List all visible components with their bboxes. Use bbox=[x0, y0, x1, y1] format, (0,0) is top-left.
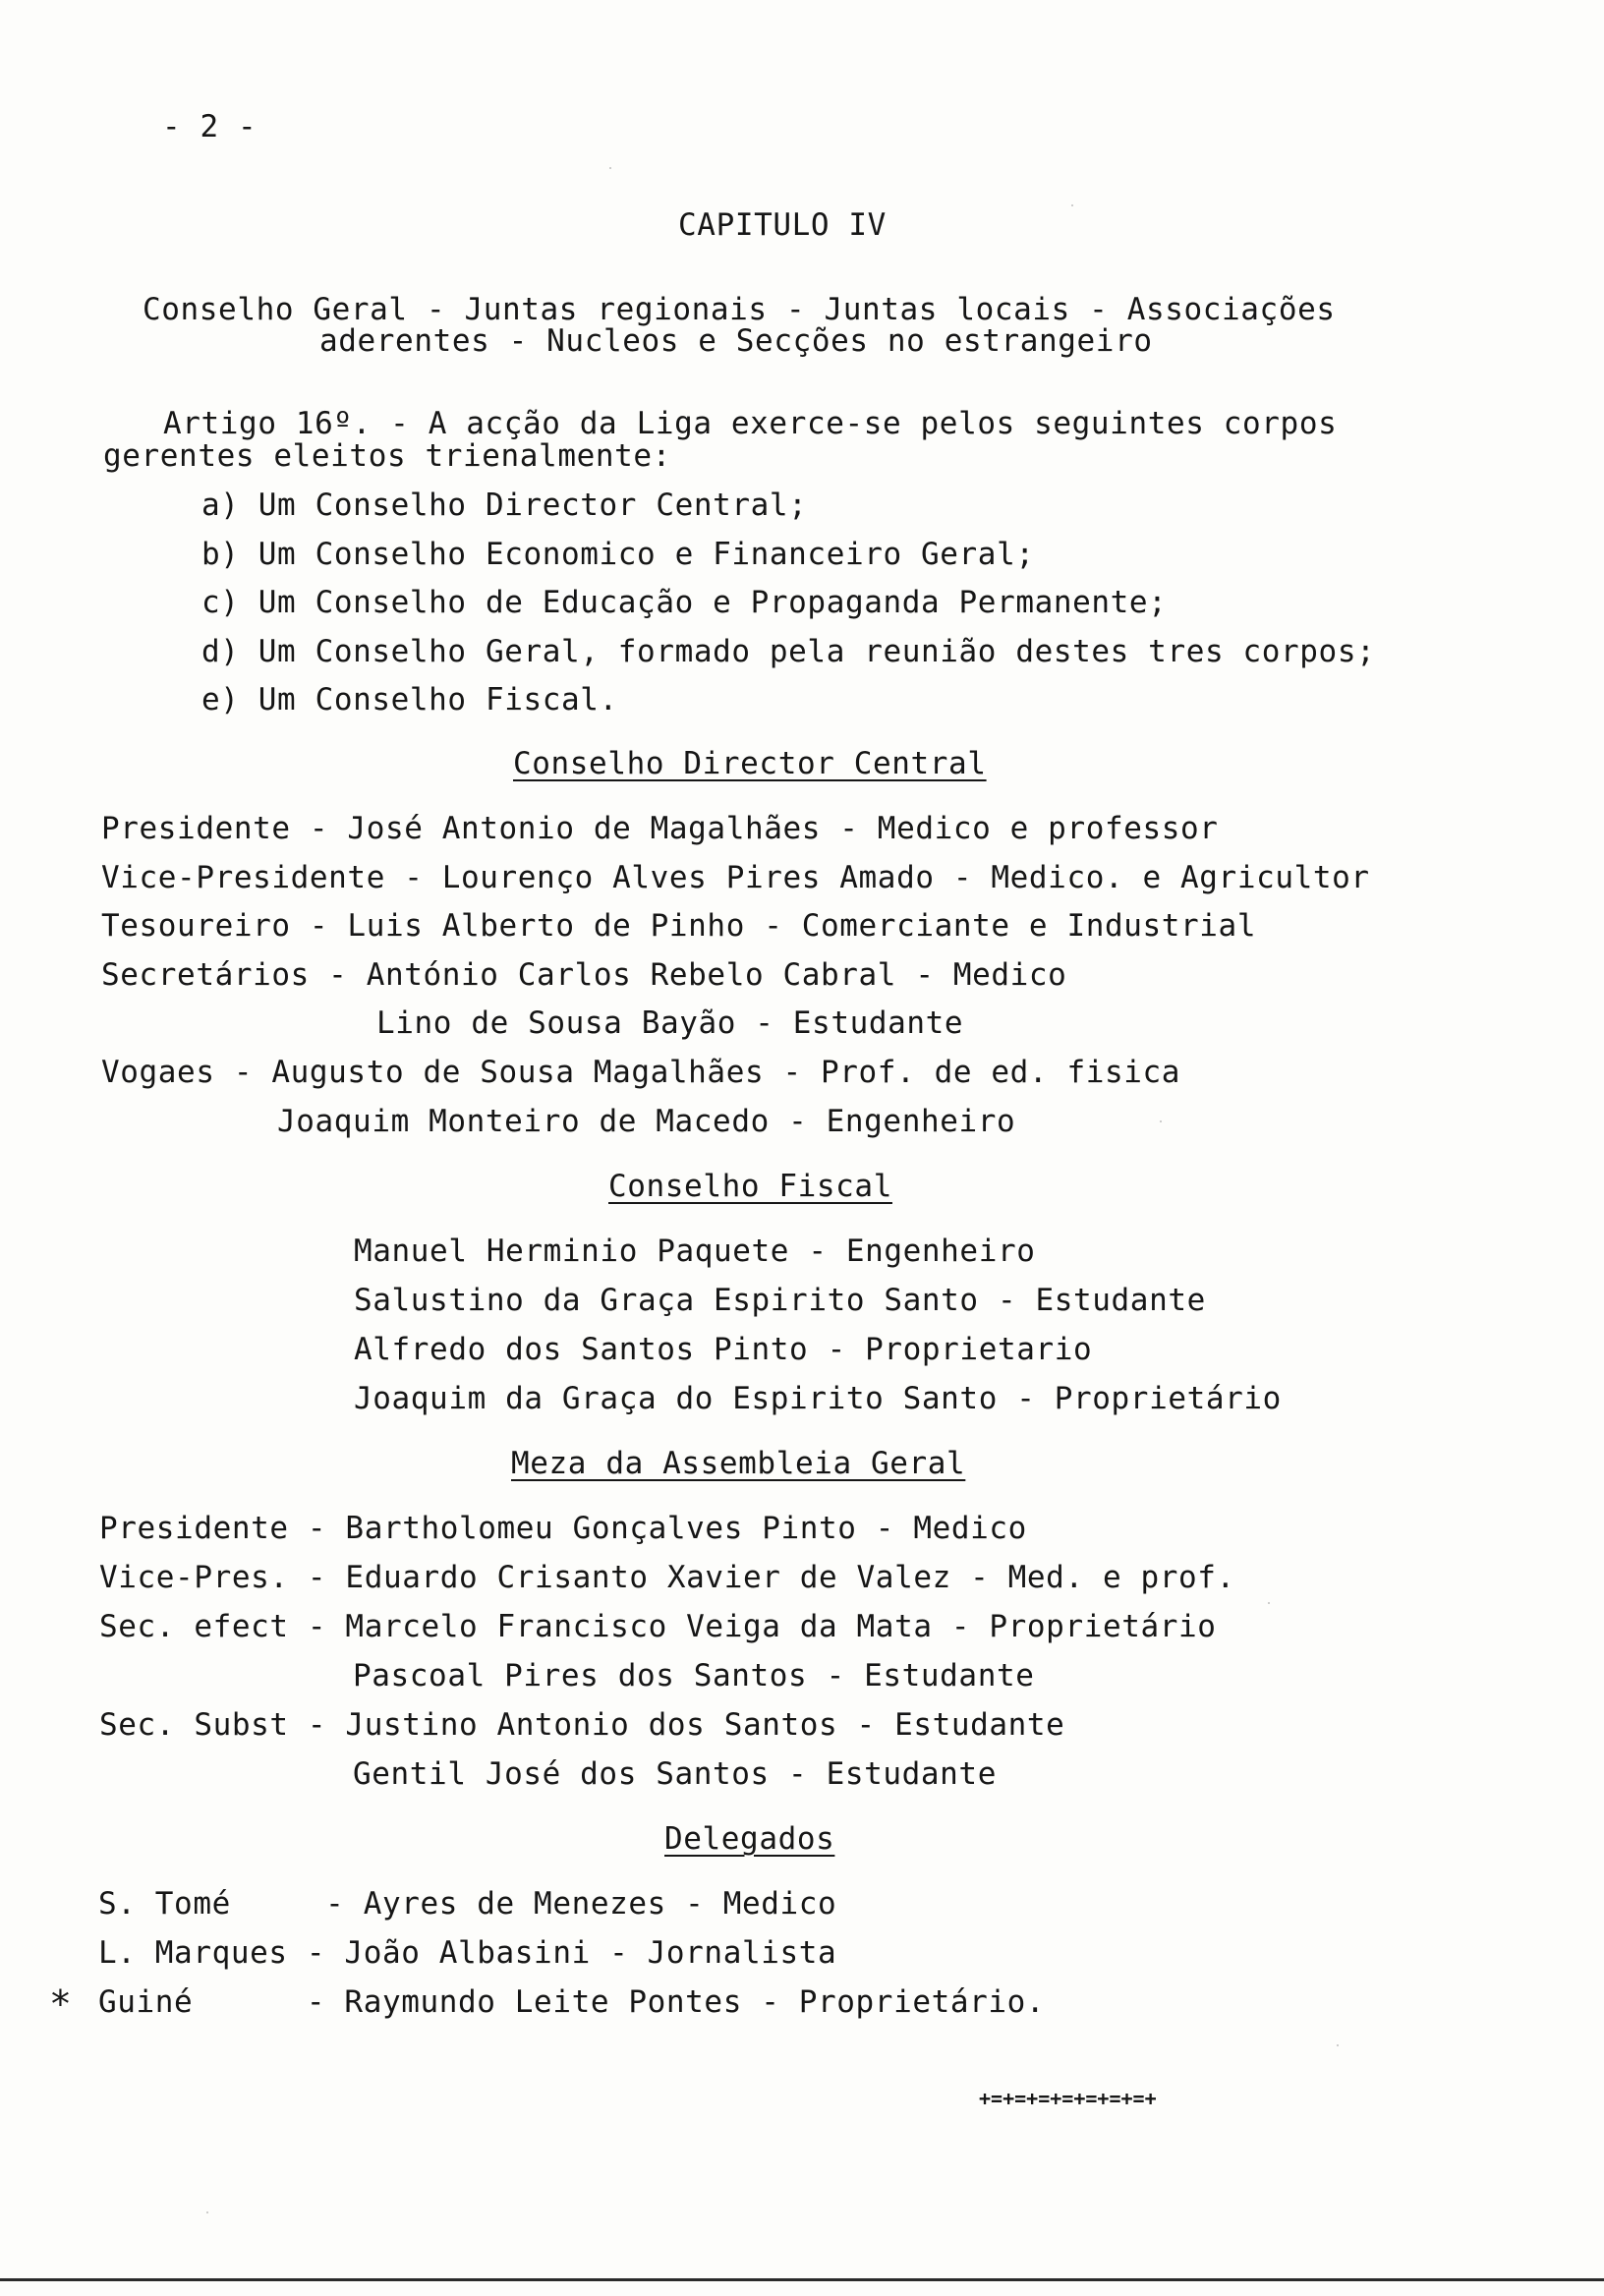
meza-line: Sec. efect - Marcelo Francisco Veiga da Mata - Proprietário bbox=[99, 1609, 1217, 1644]
subtitle-line-2: aderentes - Nucleos e Secções no estrangeiro bbox=[319, 323, 1153, 359]
scan-speck bbox=[206, 2211, 208, 2213]
page-bottom-rule bbox=[0, 2278, 1604, 2281]
page-number: - 2 - bbox=[162, 109, 258, 144]
list-item: b) Um Conselho Economico e Financeiro Geral; bbox=[201, 537, 1035, 572]
section-heading-delegados: Delegados bbox=[664, 1821, 835, 1857]
director-line: Tesoureiro - Luis Alberto de Pinho - Comerciante e Industrial bbox=[101, 908, 1257, 944]
fiscal-line: Salustino da Graça Espirito Santo - Estudante bbox=[354, 1283, 1206, 1318]
subtitle-line-1: Conselho Geral - Juntas regionais - Juntas locais - Associações bbox=[143, 292, 1336, 327]
meza-line: Vice-Pres. - Eduardo Crisanto Xavier de Valez - Med. e prof. bbox=[99, 1560, 1235, 1595]
director-line: Joaquim Monteiro de Macedo - Engenheiro bbox=[277, 1104, 1016, 1139]
fiscal-line: Joaquim da Graça do Espirito Santo - Proprietário bbox=[354, 1381, 1282, 1416]
fiscal-line: Alfredo dos Santos Pinto - Proprietario bbox=[354, 1332, 1093, 1367]
delegado-line: Guiné - Raymundo Leite Pontes - Proprietário. bbox=[98, 1984, 1046, 2020]
director-line: Secretários - António Carlos Rebelo Cabral - Medico bbox=[101, 957, 1067, 993]
director-line: Vogaes - Augusto de Sousa Magalhães - Prof. de ed. fisica bbox=[101, 1055, 1181, 1090]
meza-line: Presidente - Bartholomeu Gonçalves Pinto - Medico bbox=[99, 1511, 1027, 1546]
delegado-marker: * bbox=[49, 1982, 73, 2026]
meza-line: Pascoal Pires dos Santos - Estudante bbox=[353, 1658, 1035, 1693]
scan-speck bbox=[1268, 1602, 1270, 1604]
scan-speck bbox=[1160, 1120, 1162, 1122]
fiscal-line: Manuel Herminio Paquete - Engenheiro bbox=[354, 1234, 1036, 1269]
scan-speck bbox=[609, 167, 611, 169]
section-heading-meza: Meza da Assembleia Geral bbox=[511, 1446, 966, 1481]
director-line: Lino de Sousa Bayão - Estudante bbox=[376, 1005, 964, 1041]
director-line: Presidente - José Antonio de Magalhães - Medico e professor bbox=[101, 811, 1219, 846]
delegado-line: L. Marques - João Albasini - Jornalista bbox=[98, 1935, 837, 1971]
chapter-title bbox=[0, 206, 1584, 244]
section-heading-director: Conselho Director Central bbox=[513, 746, 987, 781]
list-item: a) Um Conselho Director Central; bbox=[201, 488, 808, 523]
delegado-line: S. Tomé - Ayres de Menezes - Medico bbox=[98, 1886, 837, 1922]
end-ornament: +=+=+=+=+=+=+=+ bbox=[979, 2087, 1157, 2110]
article-line-2: gerentes eleitos trienalmente: bbox=[103, 438, 671, 474]
list-item: d) Um Conselho Geral, formado pela reunião destes tres corpos; bbox=[201, 634, 1376, 669]
list-item: e) Um Conselho Fiscal. bbox=[201, 682, 618, 718]
chapter-title-text: CAPITULO IV bbox=[678, 207, 887, 243]
meza-line: Gentil José dos Santos - Estudante bbox=[353, 1756, 997, 1792]
meza-line: Sec. Subst - Justino Antonio dos Santos - Estudante bbox=[99, 1707, 1065, 1743]
scan-speck bbox=[1071, 204, 1073, 206]
article-line-1: Artigo 16º. - A acção da Liga exerce-se pelos seguintes corpos bbox=[163, 406, 1338, 441]
director-line: Vice-Presidente - Lourenço Alves Pires Amado - Medico. e Agricultor bbox=[101, 860, 1370, 895]
list-item: c) Um Conselho de Educação e Propaganda Permanente; bbox=[201, 585, 1168, 620]
scan-speck bbox=[1337, 2044, 1339, 2046]
section-heading-fiscal: Conselho Fiscal bbox=[608, 1169, 892, 1204]
